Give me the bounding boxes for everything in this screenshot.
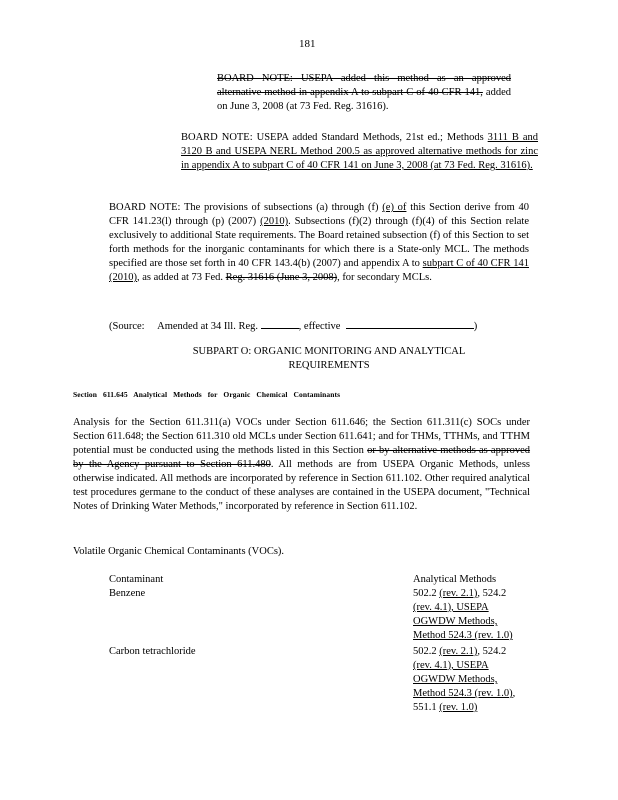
subpart-line-2: REQUIREMENTS bbox=[288, 360, 370, 371]
note3-underline-1: (e) of bbox=[382, 202, 407, 213]
source-label: (Source: bbox=[109, 321, 145, 332]
methods-text: , 524.2 bbox=[477, 588, 507, 599]
methods-underlined: OGWDW Methods, bbox=[413, 616, 498, 627]
body-paragraph bbox=[73, 416, 530, 514]
subpart-line-1: SUBPART O: ORGANIC MONITORING AND ANALYTICAL bbox=[192, 346, 466, 357]
note3-underline-3: subpart C of 40 CFR 141 (2010) bbox=[109, 258, 529, 283]
voc-heading: Volatile Organic Chemical Contaminants (VOCs). bbox=[73, 546, 285, 557]
methods-cell bbox=[413, 645, 538, 715]
effective-date-blank bbox=[346, 317, 474, 329]
page-number: 181 bbox=[299, 38, 316, 50]
methods-line bbox=[413, 673, 538, 687]
note1-struck-text: BOARD NOTE: USEPA added this method as an approved alternative method in appendix A to subpart C of 40 CFR 141, bbox=[217, 73, 511, 98]
methods-underlined: (rev. 2.1) bbox=[439, 588, 478, 599]
board-note-2 bbox=[181, 131, 538, 173]
subpart-heading bbox=[109, 345, 549, 373]
methods-underlined: (rev. 2.1) bbox=[439, 646, 478, 657]
methods-text: , 524.2 bbox=[477, 646, 507, 657]
note2-underlined-text: 3111 B and 3120 B and USEPA NERL Method 200.5 as approved alternative methods for zinc in appendix A to subpart C of 40 CFR 141 on June 3, 2008 (at 73 Fed. Reg. 31616). bbox=[181, 132, 539, 171]
source-line bbox=[109, 317, 529, 334]
methods-underlined: (rev. 4.1), USEPA bbox=[413, 602, 489, 613]
note3-text-2: this Section derive from 40 CFR 141.23(l) through (p) (2007) bbox=[109, 202, 529, 227]
table-header-methods: Analytical Methods bbox=[413, 574, 497, 585]
board-note-3 bbox=[109, 201, 529, 285]
methods-line bbox=[413, 601, 538, 615]
methods-line bbox=[413, 659, 538, 673]
note3-underline-2: (2010) bbox=[260, 216, 289, 227]
source-amended: Amended at 34 Ill. Reg. bbox=[157, 321, 259, 332]
methods-line bbox=[413, 587, 538, 601]
source-close: ) bbox=[473, 321, 478, 332]
body-text-2: . All methods are from USEPA Organic Methods, unless otherwise indicated. All methods are incorporated by reference in Section 611.102. Other required analytical test procedures germane to the conduct of these analyses are contained in the USEPA document, "Technical Notes of Drinking Water Methods," incorporated by reference in Section 611.102. bbox=[73, 459, 530, 512]
note3-strike-1: Reg. 31616 (June 3, 2008) bbox=[225, 272, 338, 283]
contaminant-name: Benzene bbox=[109, 588, 146, 599]
board-note-1 bbox=[217, 72, 511, 114]
methods-cell bbox=[413, 587, 538, 643]
note2-plain-text: BOARD NOTE: USEPA added Standard Methods, 21st ed.; Methods bbox=[181, 132, 484, 143]
table-header-contaminant: Contaminant bbox=[109, 574, 164, 585]
methods-line bbox=[413, 645, 538, 659]
methods-underlined: (rev. 4.1), USEPA bbox=[413, 660, 489, 671]
contaminant-name: Carbon tetrachloride bbox=[109, 646, 196, 657]
methods-underlined: Method 524.3 (rev. 1.0) bbox=[413, 630, 513, 641]
register-page-blank bbox=[261, 317, 299, 329]
section-heading: Section 611.645 Analytical Methods for Organic Chemical Contaminants bbox=[73, 390, 341, 399]
note3-text-4: , as added at 73 Fed. bbox=[137, 272, 226, 283]
note3-text-1: BOARD NOTE: The provisions of subsections (a) through (f) bbox=[109, 202, 383, 213]
methods-text: , bbox=[512, 688, 516, 699]
methods-underlined: (rev. 1.0) bbox=[439, 702, 478, 713]
methods-text: 502.2 bbox=[413, 588, 440, 599]
note3-text-5: , for secondary MCLs. bbox=[337, 272, 432, 283]
methods-underlined: OGWDW Methods, bbox=[413, 674, 498, 685]
body-text-1: Analysis for the Section 611.311(a) VOCs under Section 611.646; the Section 611.311(c) SOCs under Section 611.648; the Section 611.310 old MCLs under Section 611.641; and for THMs, TTHMs, and TTHM potential must be conducted using the methods listed in this Section bbox=[73, 417, 530, 456]
source-effective: , effective bbox=[298, 321, 341, 332]
methods-text: 551.1 bbox=[413, 702, 440, 713]
note3-text-3: . Subsections (f)(2) through (f)(4) of this Section relate exclusively to additional State requirements. The Board retained subsection (f) of this Section to set forth methods for the inorganic contaminants for which there is a State-only MCL. The methods specified are those set forth in 40 CFR 143.4(b) (2007) and appendix A to bbox=[109, 216, 529, 269]
methods-line bbox=[413, 615, 538, 629]
methods-text: 502.2 bbox=[413, 646, 440, 657]
note1-rest-text: added on June 3, 2008 (at 73 Fed. Reg. 31616). bbox=[217, 87, 511, 112]
methods-line bbox=[413, 687, 538, 701]
methods-line bbox=[413, 701, 538, 715]
body-strike-1: or by alternative methods as approved by the Agency pursuant to Section 611.480 bbox=[73, 445, 531, 470]
methods-underlined: Method 524.3 (rev. 1.0) bbox=[413, 688, 513, 699]
methods-line bbox=[413, 629, 538, 643]
